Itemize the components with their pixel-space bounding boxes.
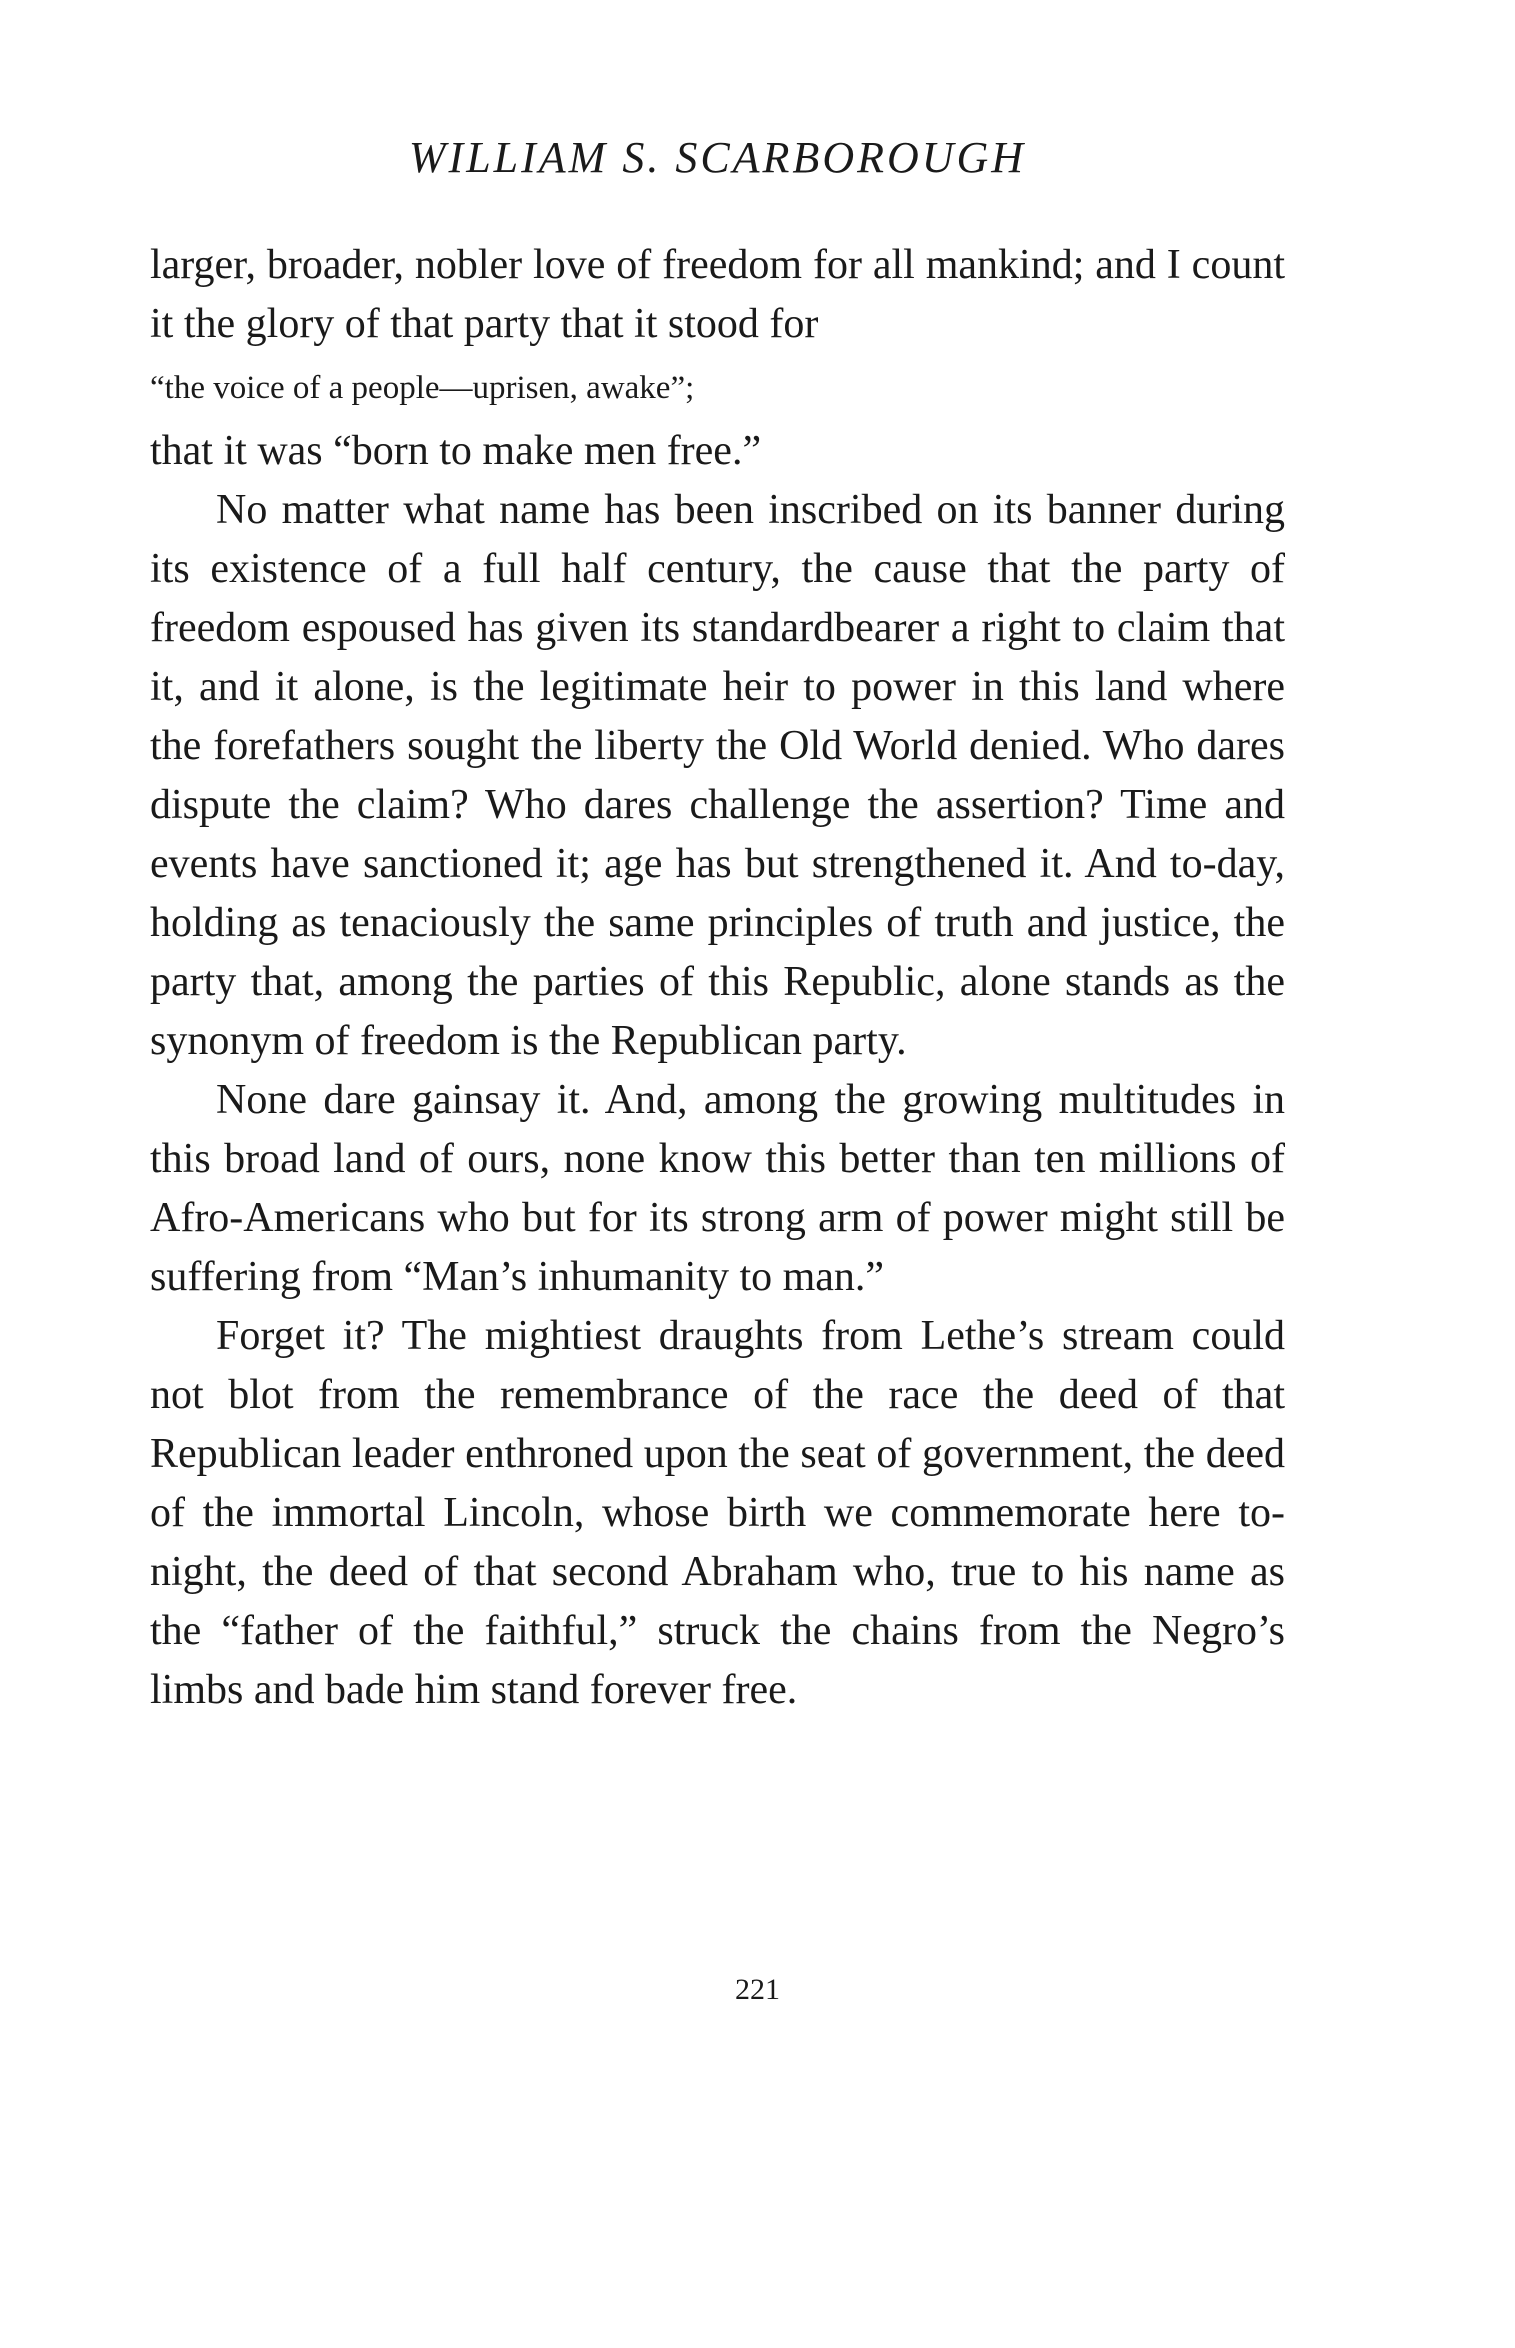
paragraph: Forget it? The mightiest draughts from Lethe’s stream could not blot from the remembrance of the race the deed of that Republican leader enthroned upon the seat of government, the deed of the immortal Lincoln, whose birth we commemorate here to-night, the deed of that second Abraham who, true to his name as the “father of the faithful,” struck the chains from the Negro’s limbs and bade him stand forever free. bbox=[150, 1313, 1285, 1713]
paragraph: No matter what name has been inscribed on its banner during its existence of a full half century, the cause that the party of freedom espoused has given its standardbearer a right to claim that it, and it alone, is the legitimate heir to power in this land where the forefathers sought the liberty the Old World denied. Who dares dispute the claim? Who dares challenge the assertion? Time and events have sanctioned it; age has but strengthened it. And to-day, holding as tenaciously the same principles of truth and justice, the party that, among the parties of this Republic, alone stands as the synonym of freedom is the Republican party. bbox=[150, 487, 1285, 1064]
paragraph: None dare gainsay it. And, among the growing multitudes in this broad land of ours, none know this better than ten millions of Afro-Americans who but for its strong arm of power might still be suffering from “Man’s inhumanity to man.” bbox=[150, 1077, 1285, 1300]
page-number: 221 bbox=[735, 1973, 780, 2006]
running-head: WILLIAM S. SCARBOROUGH bbox=[408, 133, 1027, 182]
verse-quotation: “the voice of a people—uprisen, awake”; bbox=[150, 370, 695, 406]
paragraph-continued: larger, broader, nobler love of freedom for all mankind; and I count it the glory of that party that it stood for bbox=[150, 242, 1285, 347]
body-text bbox=[150, 236, 1285, 1720]
paragraph-continued-end: that it was “born to make men free.” bbox=[150, 428, 762, 474]
